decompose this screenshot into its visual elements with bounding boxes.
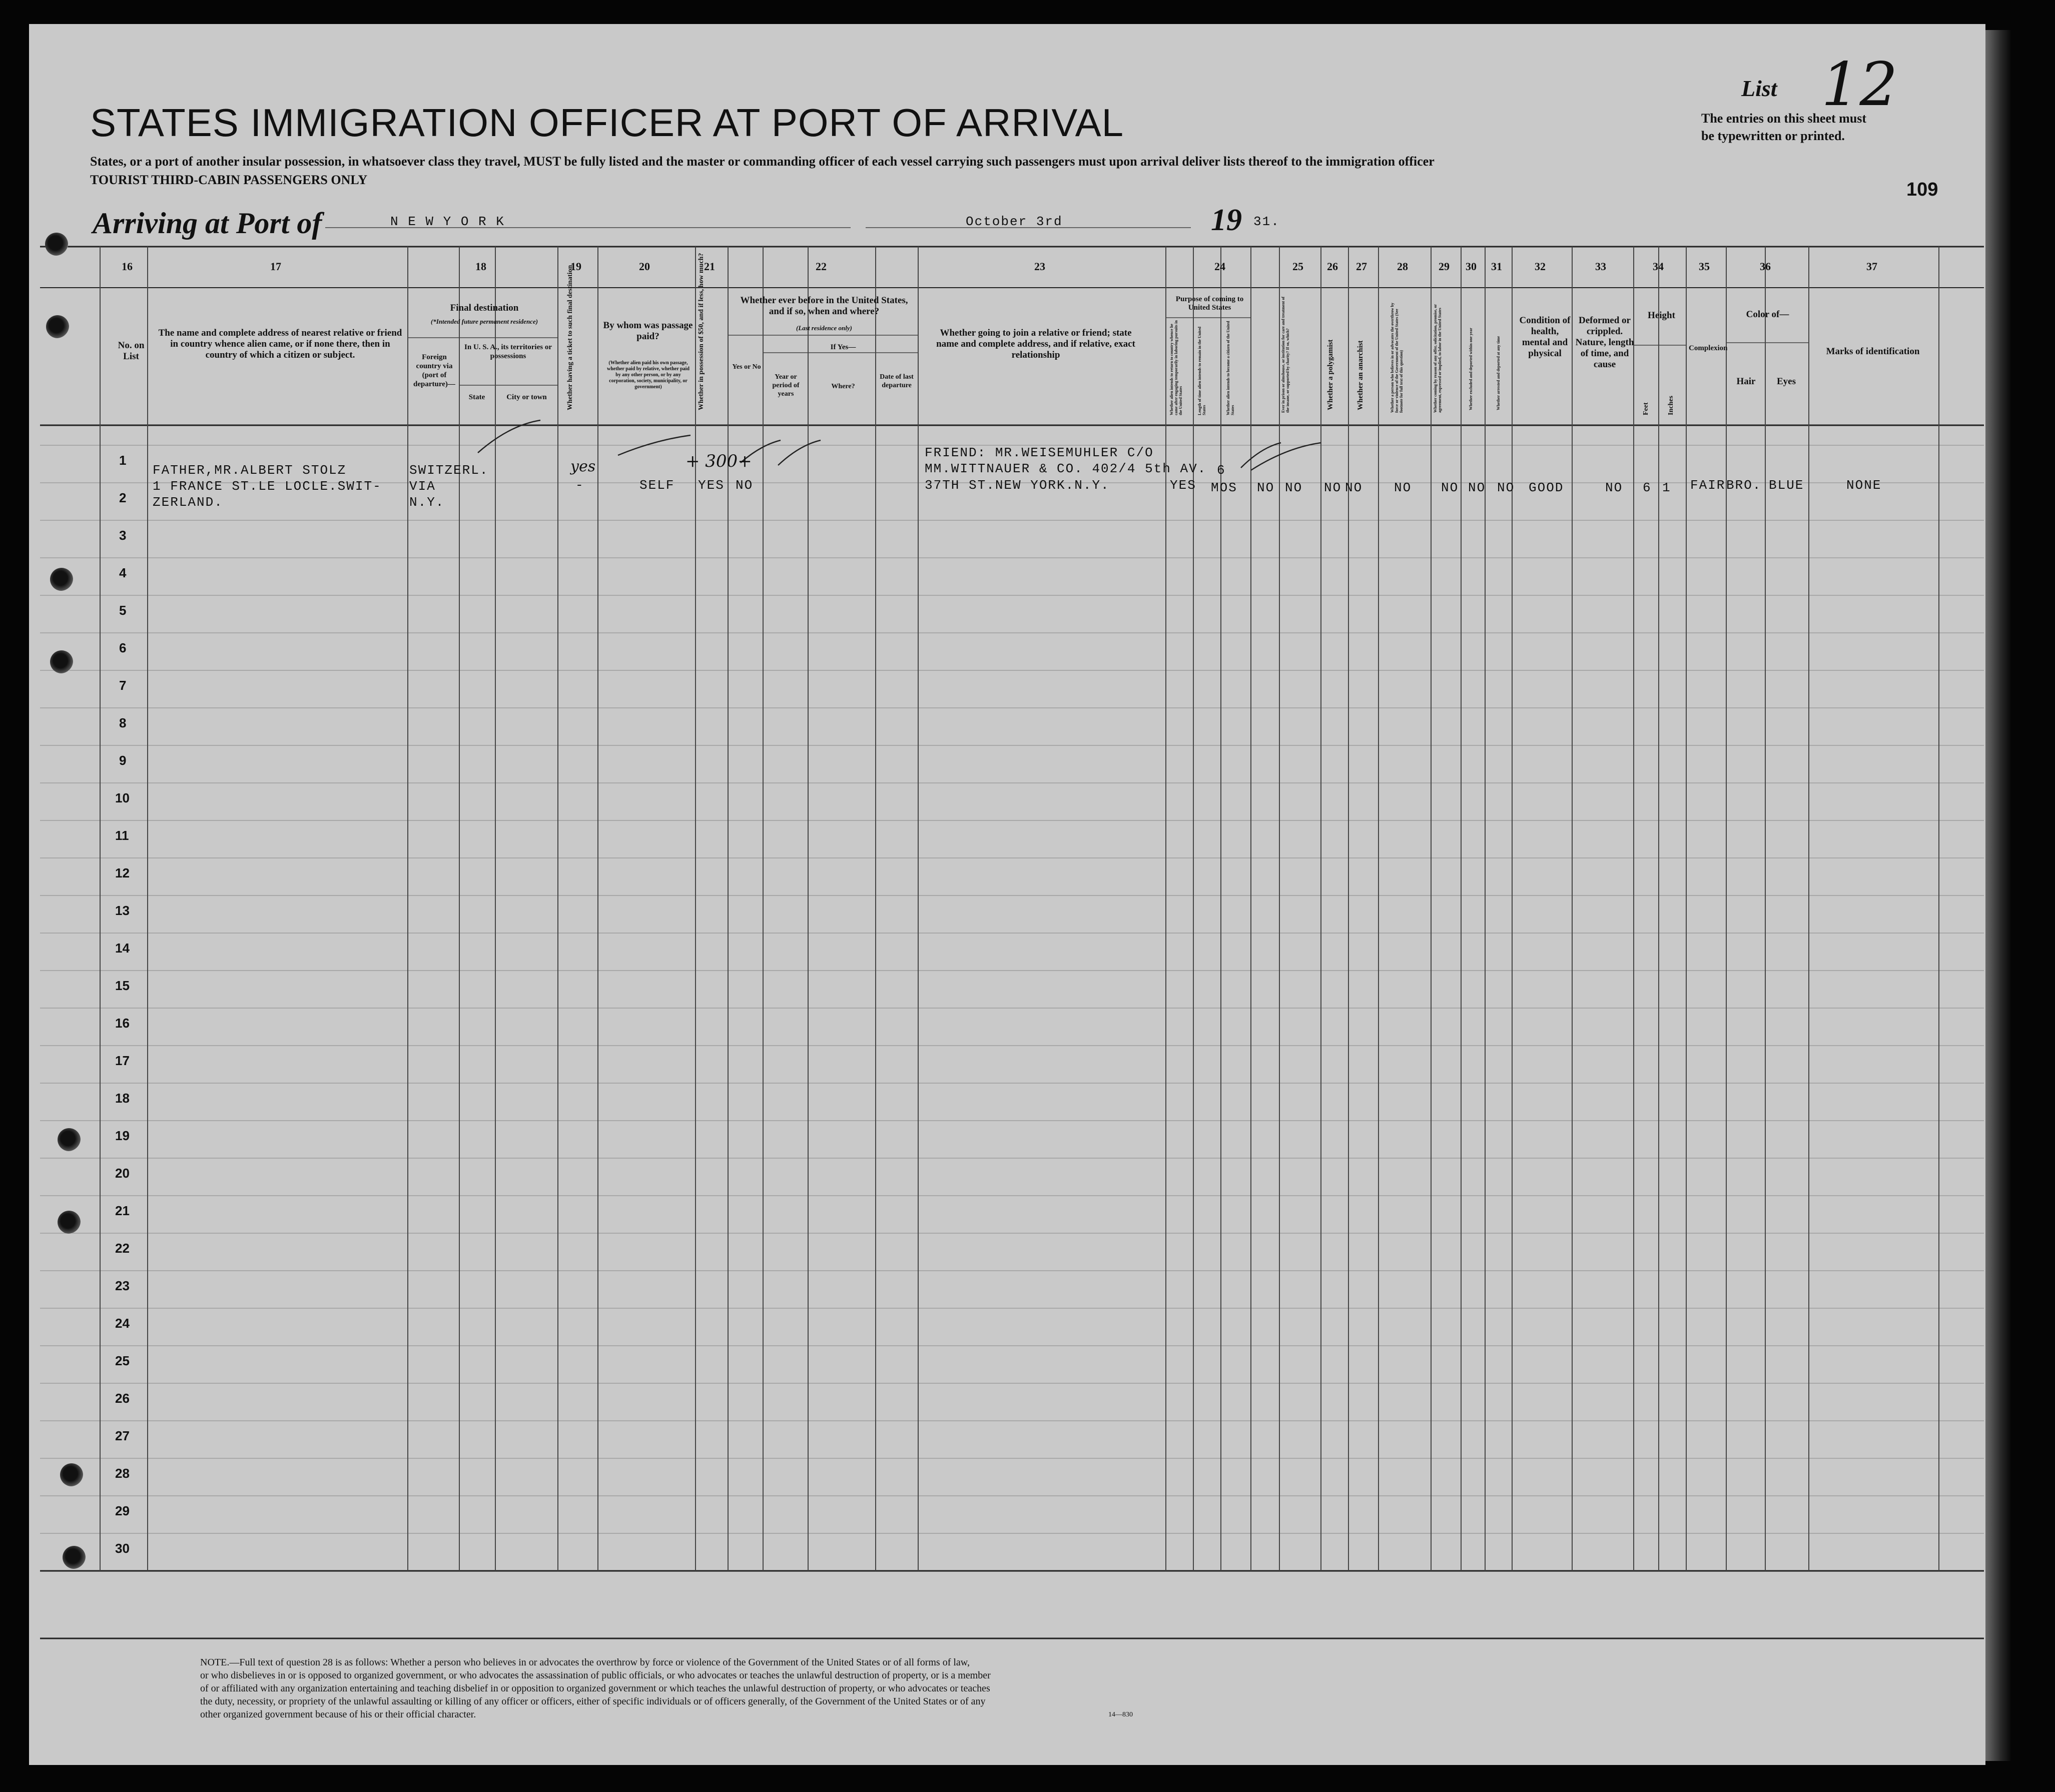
row-number: 1 bbox=[119, 453, 127, 468]
entry-marks: NONE bbox=[1846, 478, 1882, 493]
header-passage-paid: By whom was passage paid? bbox=[603, 320, 693, 342]
column-number: 27 bbox=[1356, 260, 1367, 273]
check-mark bbox=[778, 440, 821, 465]
header-where: Where? bbox=[831, 383, 855, 390]
row-number: 18 bbox=[115, 1091, 130, 1106]
header-possession-50: Whether in possession of $50, and if less, how much? bbox=[698, 253, 705, 410]
header-condition: Condition of health, mental and physical bbox=[1519, 315, 1571, 359]
row-number: 23 bbox=[115, 1278, 130, 1293]
column-number: 17 bbox=[270, 260, 281, 273]
header-date-last-departure: Date of last departure bbox=[880, 373, 914, 389]
column-number: 24 bbox=[1214, 260, 1225, 273]
header-q31: Whether arrested and deported at any time bbox=[1496, 336, 1501, 410]
header-height: Height bbox=[1648, 310, 1675, 321]
footnote-line3: of or affiliated with any organization entertaining and teaching disbelief in or opposition to organized government or which teaches the unlawful destruction of property, or who advocates or teaches bbox=[200, 1683, 990, 1694]
entry-deformed: NO bbox=[1605, 480, 1623, 495]
entry-paid-by: SELF bbox=[639, 478, 675, 493]
punch-hole bbox=[60, 1463, 83, 1486]
header-prison: Ever in prison or almshouse, or institution for care and treatment of the insane, or supported by charity? If so, which? bbox=[1281, 297, 1290, 413]
row-number: 9 bbox=[119, 753, 127, 768]
row-number: 5 bbox=[119, 603, 127, 618]
header-last-residence: (Last residence only) bbox=[796, 324, 852, 332]
column-number: 35 bbox=[1699, 260, 1710, 273]
page-number: 109 bbox=[1906, 179, 1938, 200]
header-anarchist: Whether an anarchist bbox=[1356, 340, 1364, 410]
row-number: 16 bbox=[115, 1016, 130, 1031]
column-number: 31 bbox=[1491, 260, 1502, 273]
entry-q30: NO bbox=[1468, 480, 1486, 495]
header-ticket: Whether having a ticket to such final destination bbox=[566, 265, 574, 410]
row-number: 20 bbox=[115, 1166, 130, 1181]
header-complexion: Complexion bbox=[1689, 344, 1728, 352]
header-nearest-relative: The name and complete address of nearest relative or friend in country whence alien came, or if none there, then in country of which a citizen or subject. bbox=[158, 328, 402, 360]
entry-length-stay: 6 bbox=[1217, 463, 1226, 478]
entry-join-line3: 37TH ST.NEW YORK.N.Y. bbox=[925, 478, 1110, 493]
column-number: 28 bbox=[1397, 260, 1408, 273]
column-number: 37 bbox=[1866, 260, 1877, 273]
column-number: 16 bbox=[122, 260, 133, 273]
row-number: 30 bbox=[115, 1541, 130, 1556]
entries-note-line2: be typewritten or printed. bbox=[1701, 129, 1845, 143]
header-hair: Hair bbox=[1736, 376, 1756, 387]
row-number: 11 bbox=[115, 828, 129, 843]
entry-health: GOOD bbox=[1529, 480, 1564, 495]
row-number: 15 bbox=[115, 978, 130, 993]
entry-become-citizen: NO bbox=[1257, 480, 1275, 495]
header-q30: Whether excluded and deported within one year bbox=[1469, 328, 1473, 410]
instruction-line1: States, or a port of another insular possession, in whatsoever class they travel, MUST be fully listed and the master or commanding officer of each vessel carrying such passengers must upon arrival deliver lists thereof to the immigration officer bbox=[90, 154, 1435, 169]
entry-inches: 1 bbox=[1662, 480, 1671, 495]
entry-join-line2: MM.WITTNAUER & CO. 402/4 5th AV. bbox=[925, 461, 1207, 476]
entry-foreign-line3: N.Y. bbox=[409, 495, 445, 510]
entry-feet: 6 bbox=[1643, 480, 1652, 495]
header-year-period: Year or period of years bbox=[772, 373, 800, 398]
row-number: 2 bbox=[119, 490, 127, 505]
entry-complexion: FAIR bbox=[1690, 478, 1726, 493]
entry-purpose-return: YES bbox=[1170, 478, 1196, 493]
column-number: 33 bbox=[1595, 260, 1606, 273]
entry-q31: NO bbox=[1497, 480, 1515, 495]
header-purpose-a: Whether alien intends to return to country whence he came after engaging temporarily in laboring pursuits in the United States bbox=[1169, 320, 1183, 415]
header-in-usa: In U. S. A., its territories or possessions bbox=[464, 343, 552, 360]
column-number: 18 bbox=[475, 260, 486, 273]
header-final-destination-note: (*Intended future permanent residence) bbox=[430, 318, 538, 325]
list-number: 12 bbox=[1821, 50, 1898, 120]
punch-hole bbox=[63, 1546, 86, 1569]
punch-hole bbox=[50, 568, 73, 591]
entry-relative-line2: 1 FRANCE ST.LE LOCLE.SWIT- bbox=[153, 479, 382, 494]
entry-ticket-handwritten: yes bbox=[570, 458, 596, 475]
entry-relative-line3: ZERLAND. bbox=[153, 495, 223, 510]
entry-q28: NO bbox=[1394, 480, 1412, 495]
row-number: 17 bbox=[115, 1053, 130, 1068]
list-label: List bbox=[1741, 76, 1777, 101]
header-yes-no: Yes or No bbox=[732, 363, 761, 371]
row-number: 10 bbox=[115, 790, 130, 805]
column-number: 29 bbox=[1439, 260, 1450, 273]
header-no-on-list: No. on List bbox=[118, 340, 145, 362]
row-number: 7 bbox=[119, 678, 127, 693]
form-number: 14—830 bbox=[1108, 1711, 1133, 1718]
header-eyes: Eyes bbox=[1777, 376, 1796, 387]
instruction-line2: TOURIST THIRD-CABIN PASSENGERS ONLY bbox=[90, 173, 368, 187]
entry-length-unit: MOS bbox=[1211, 480, 1237, 495]
header-polygamist: Whether a polygamist bbox=[1326, 339, 1334, 410]
header-purpose-b: Length of time alien intends to remain in the United States bbox=[1197, 327, 1206, 415]
row-number: 25 bbox=[115, 1353, 130, 1368]
column-number: 25 bbox=[1292, 260, 1303, 273]
header-deformed: Deformed or crippled. Nature, length of time, and cause bbox=[1575, 315, 1634, 370]
footnote-line4: the duty, necessity, or propriety of the unlawful assaulting or killing of any officer or officers, either of specific individuals or of officers generally, of the Government of the United States or of any bbox=[200, 1696, 986, 1707]
punch-hole bbox=[46, 315, 69, 338]
row-number: 28 bbox=[115, 1466, 130, 1481]
entry-foreign-line2: VIA bbox=[409, 479, 436, 494]
header-q28: Whether a person who believes in or advocates the overthrow by force or violence of the Government of the United States (See footnote for full text of this question) bbox=[1390, 303, 1404, 413]
column-number: 19 bbox=[570, 260, 581, 273]
punch-hole bbox=[45, 233, 68, 256]
column-number: 20 bbox=[639, 260, 650, 273]
column-number: 32 bbox=[1535, 260, 1546, 273]
entry-prison: NO bbox=[1285, 480, 1303, 495]
row-number: 14 bbox=[115, 941, 130, 956]
entry-polygamist: NO bbox=[1324, 480, 1342, 495]
header-final-destination: Final destination bbox=[450, 303, 519, 313]
header-marks: Marks of identification bbox=[1826, 346, 1920, 357]
footnote-line2: or who disbelieves in or is opposed to organized government, or who advocates the assassination of public officials, or who advocates or teaches the unlawful destruction of property, or is a member bbox=[200, 1670, 991, 1681]
column-number: 23 bbox=[1034, 260, 1045, 273]
header-ever-before: Whether ever before in the United States, and if so, when and where? bbox=[740, 295, 908, 317]
entry-q29: NO bbox=[1441, 480, 1459, 495]
column-number: 36 bbox=[1760, 260, 1771, 273]
column-number: 26 bbox=[1327, 260, 1338, 273]
row-number: 21 bbox=[115, 1203, 130, 1218]
entry-hair: BRO. bbox=[1726, 478, 1762, 493]
entry-relative-line1: FATHER,MR.ALBERT STOLZ bbox=[153, 463, 347, 478]
punch-hole bbox=[58, 1128, 81, 1151]
entry-possession: YES bbox=[698, 478, 725, 493]
punch-hole bbox=[58, 1211, 81, 1234]
entry-eyes: BLUE bbox=[1769, 478, 1804, 493]
column-number: 30 bbox=[1466, 260, 1477, 273]
entry-join-line1: FRIEND: MR.WEISEMUHLER C/O bbox=[925, 445, 1154, 460]
entry-amount-handwritten: + 300+ bbox=[686, 451, 752, 471]
year-suffix: 31. bbox=[1253, 214, 1280, 229]
entry-foreign-line1: SWITZERL. bbox=[409, 463, 489, 478]
column-number: 34 bbox=[1653, 260, 1664, 273]
column-number: 22 bbox=[816, 260, 827, 273]
date-value: October 3rd bbox=[966, 214, 1063, 229]
page-title: STATES IMMIGRATION OFFICER AT PORT OF ARRIVAL bbox=[90, 101, 1124, 145]
port-value: N E W Y O R K bbox=[390, 214, 505, 229]
entry-anarchist: NO bbox=[1345, 480, 1363, 495]
arriving-label: Arriving at Port of bbox=[93, 207, 322, 240]
row-number: 27 bbox=[115, 1428, 130, 1443]
row-number: 4 bbox=[119, 565, 127, 580]
header-feet: Feet bbox=[1642, 402, 1650, 415]
row-number: 29 bbox=[115, 1503, 130, 1518]
footnote-line1: NOTE.—Full text of question 28 is as follows: Whether a person who believes in or advocates the overthrow by force or violence of the Government of the United States or of all forms of law, bbox=[200, 1657, 970, 1668]
row-number: 8 bbox=[119, 715, 127, 730]
header-state: State bbox=[468, 393, 485, 401]
header-color-of: Color of— bbox=[1746, 309, 1789, 320]
row-number: 6 bbox=[119, 640, 127, 655]
header-join-relative: Whether going to join a relative or friend; state name and complete address, and if relative, exact relationship bbox=[936, 328, 1135, 360]
entry-ticket-mark: - bbox=[575, 478, 584, 493]
header-purpose-c: Whether alien intends to become a citizen of the United States bbox=[1226, 321, 1235, 415]
row-number: 26 bbox=[115, 1391, 130, 1406]
row-number: 12 bbox=[115, 865, 130, 880]
row-number: 13 bbox=[115, 903, 130, 918]
header-q29: Whether coming by reason of any offer, solicitation, promise, or agreement, expressed or implied, to labor in the United States bbox=[1433, 304, 1442, 413]
row-number: 24 bbox=[115, 1316, 130, 1331]
header-passage-note: (Whether alien paid his own passage, whether paid by relative, whether paid by any other person, or by any corporation, society, municipality, or government) bbox=[606, 360, 690, 390]
row-number: 3 bbox=[119, 528, 127, 543]
check-mark bbox=[1251, 443, 1321, 470]
entries-note-line1: The entries on this sheet must bbox=[1701, 111, 1867, 126]
column-number: 21 bbox=[704, 260, 715, 273]
punch-hole bbox=[50, 650, 73, 673]
header-foreign-country: Foreign country via (port of departure)— bbox=[413, 353, 455, 388]
header-purpose: Purpose of coming to United States bbox=[1175, 295, 1244, 312]
row-number: 22 bbox=[115, 1241, 130, 1256]
header-inches: Inches bbox=[1667, 396, 1675, 415]
year-prefix: 19 bbox=[1211, 203, 1242, 237]
header-if-yes: If Yes— bbox=[830, 343, 856, 351]
row-number: 19 bbox=[115, 1128, 130, 1143]
footnote-line5: other organized government because of his or their official character. bbox=[200, 1709, 476, 1720]
header-city: City or town bbox=[506, 393, 547, 401]
entry-ever-before: NO bbox=[736, 478, 754, 493]
